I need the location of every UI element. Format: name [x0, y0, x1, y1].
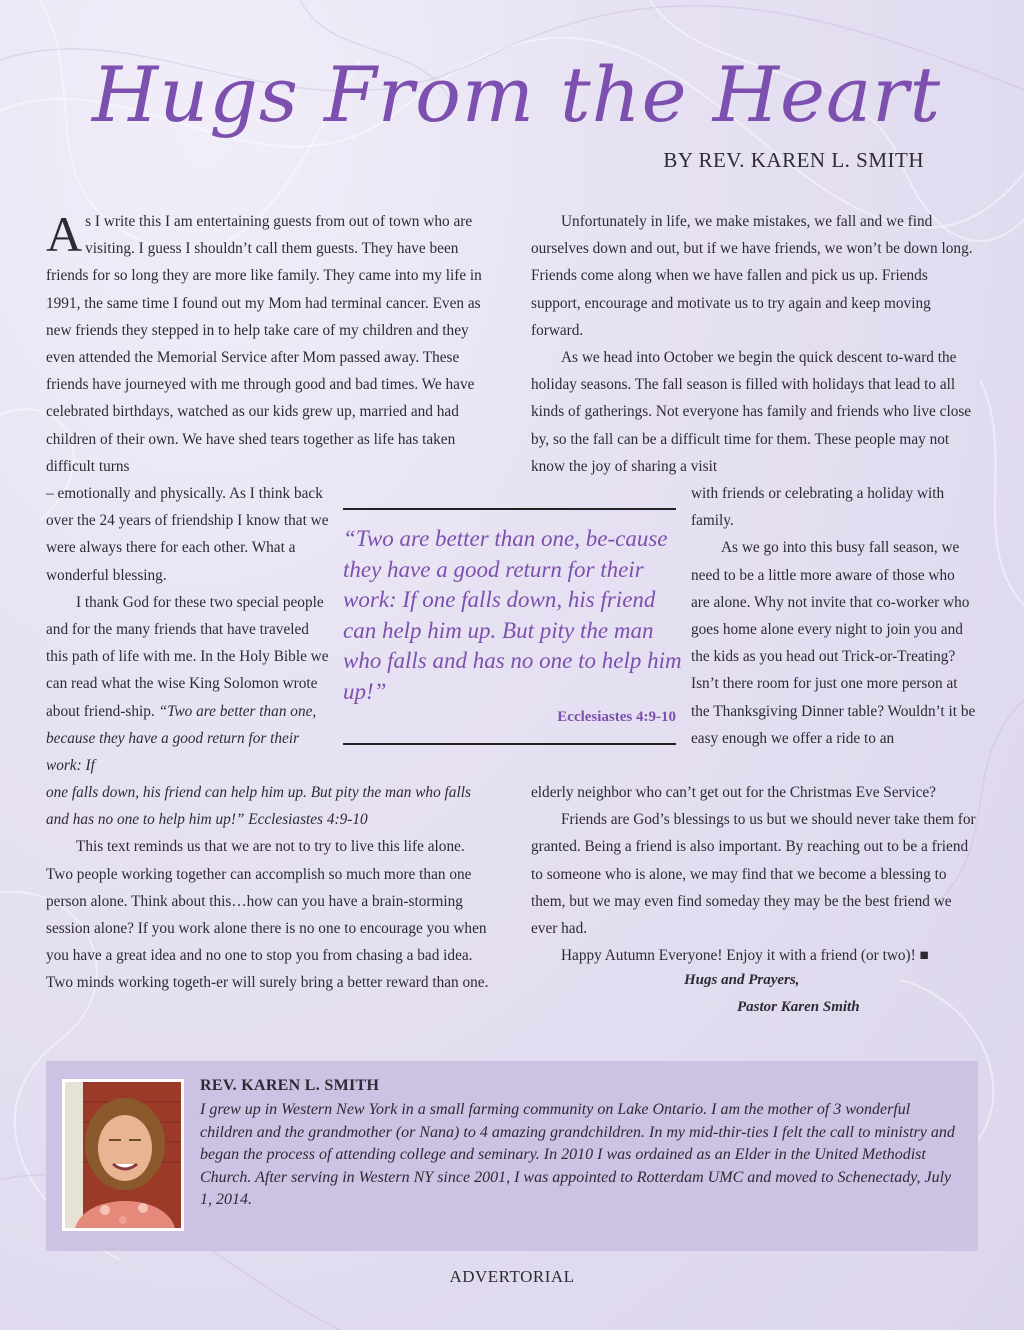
paragraph-text: As we go into this busy fall season, we need to be a little more aware of those who are alone. Why not invite that co-worker who goes home alone every night to join you and the kids as you head out Trick-or-Treating? Isn’t there room for just one more person at the Thanksgiving Dinner table? Wouldn’t it be easy enough we offer a ride to an	[691, 539, 976, 747]
paragraph	[46, 208, 490, 480]
paragraph	[46, 589, 329, 779]
author-bio-box	[46, 1061, 978, 1251]
paragraph-text: with friends or celebrating a holiday with family.	[691, 485, 945, 530]
paragraph-text: Happy Autumn Everyone! Enjoy it with a friend (or two)! ■	[561, 947, 929, 965]
portrait-image	[65, 1082, 181, 1228]
column-1-narrow	[46, 480, 329, 779]
scripture-quote: one falls down, his friend can help him up. But pity the man who falls and has no one to help him up!” Ecclesiastes 4:9-10	[46, 784, 471, 829]
signature-line-2: Pastor Karen Smith	[737, 999, 860, 1015]
paragraph-text: Friends are God’s blessings to us but we should never take them for granted. Being a friend is also important. By reaching out to be a friend to someone who is alone, we may find that we become a blessing to them, but we may even find someday they may be the best friend we ever had.	[531, 811, 976, 938]
drop-cap: A	[46, 206, 83, 262]
author-photo	[62, 1079, 184, 1231]
bio-text: I grew up in Western New York in a small farming community on Lake Ontario. I am the mother of 3 wonderful children and the grandmother (or Nana) to 4 amazing grandchildren. In my mid-thir-ties I felt the call to ministry and began the process of attending college and seminary. In 2010 I was ordained as an Elder in the United Methodist Church. After serving in Western NY since 2001, I was appointed to Rotterdam UMC and moved to Schenectady, July 1, 2014.	[200, 1101, 955, 1209]
paragraph-text: Unfortunately in life, we make mistakes, we fall and we find ourselves down and out, but if we have friends, we won’t be down long. Friends come along when we have fallen and pick us up. Friends support, encourage and motivate us to try again and keep moving forward.	[531, 213, 973, 339]
signature-line-1: Hugs and Prayers,	[684, 972, 800, 988]
pull-quote-text: “Two are better than one, be-cause they have a good return for their work: If one falls down, his friend can help him up. But pity the man who falls and has no one to help him up!”	[343, 526, 682, 704]
pull-quote-citation: Ecclesiastes 4:9-10	[557, 709, 676, 725]
paragraph-text: elderly neighbor who can’t get out for the Christmas Eve Service?	[531, 784, 936, 801]
column-2-bottom	[531, 779, 977, 969]
paragraph-text: I thank God for these two special people and for the many friends that have traveled this path of life with me. In the Holy Bible we can read what the wise King Solomon wrote about friend-ship.	[46, 593, 329, 720]
footer-label: ADVERTORIAL	[449, 1267, 575, 1286]
paragraph-text: This text reminds us that we are not to try to live this life alone. Two people working together can accomplish so much more than one person alone. Think about this…how can you have a brain-storming session alone? If you work alone there is no one to encourage you when you have a great idea and no one to stop you from chasing a bad idea. Two minds working togeth-er will surely bring a better reward than one.	[46, 838, 489, 992]
paragraph-text: – emotionally and physically. As I think back over the 24 years of friendship I know that we were always there for each other. What a wonderful blessing.	[46, 485, 329, 584]
byline: BY REV. KAREN L. SMITH	[663, 148, 924, 172]
column-2-narrow	[691, 480, 977, 752]
bio-author-name: REV. KAREN L. SMITH	[200, 1077, 380, 1094]
paragraph-text: As we head into October we begin the quick descent to-ward the holiday seasons. The fall season is filled with holidays that lead to all kinds of gatherings. Not everyone has family and friends who live close by, so the fall can be a difficult time for them. These people may not know the joy of sharing a visit	[531, 349, 972, 475]
column-1-top	[46, 208, 490, 480]
column-1-bottom	[46, 779, 490, 997]
scripture-quote: “Two are better than one, because they have a good return for their work: If	[46, 702, 317, 775]
pull-quote	[343, 508, 682, 745]
column-2-top	[531, 208, 977, 480]
paragraph-text: s I write this I am entertaining guests from out of town who are visiting. I guess I shouldn’t call them guests. They have been friends for so long they are more like family. They came into my life in 1991, the same time I found out my Mom had terminal cancer. Even as new friends they stepped in to help take care of my children and they even attended the Memorial Service after Mom passed away. These friends have journeyed with me through good and bad times. We have celebrated birthdays, watched as our kids grew up, married and had children of their own. We have shed tears together as life has taken difficult turns	[46, 213, 482, 475]
article-title: Hugs From the Heart	[92, 50, 942, 139]
